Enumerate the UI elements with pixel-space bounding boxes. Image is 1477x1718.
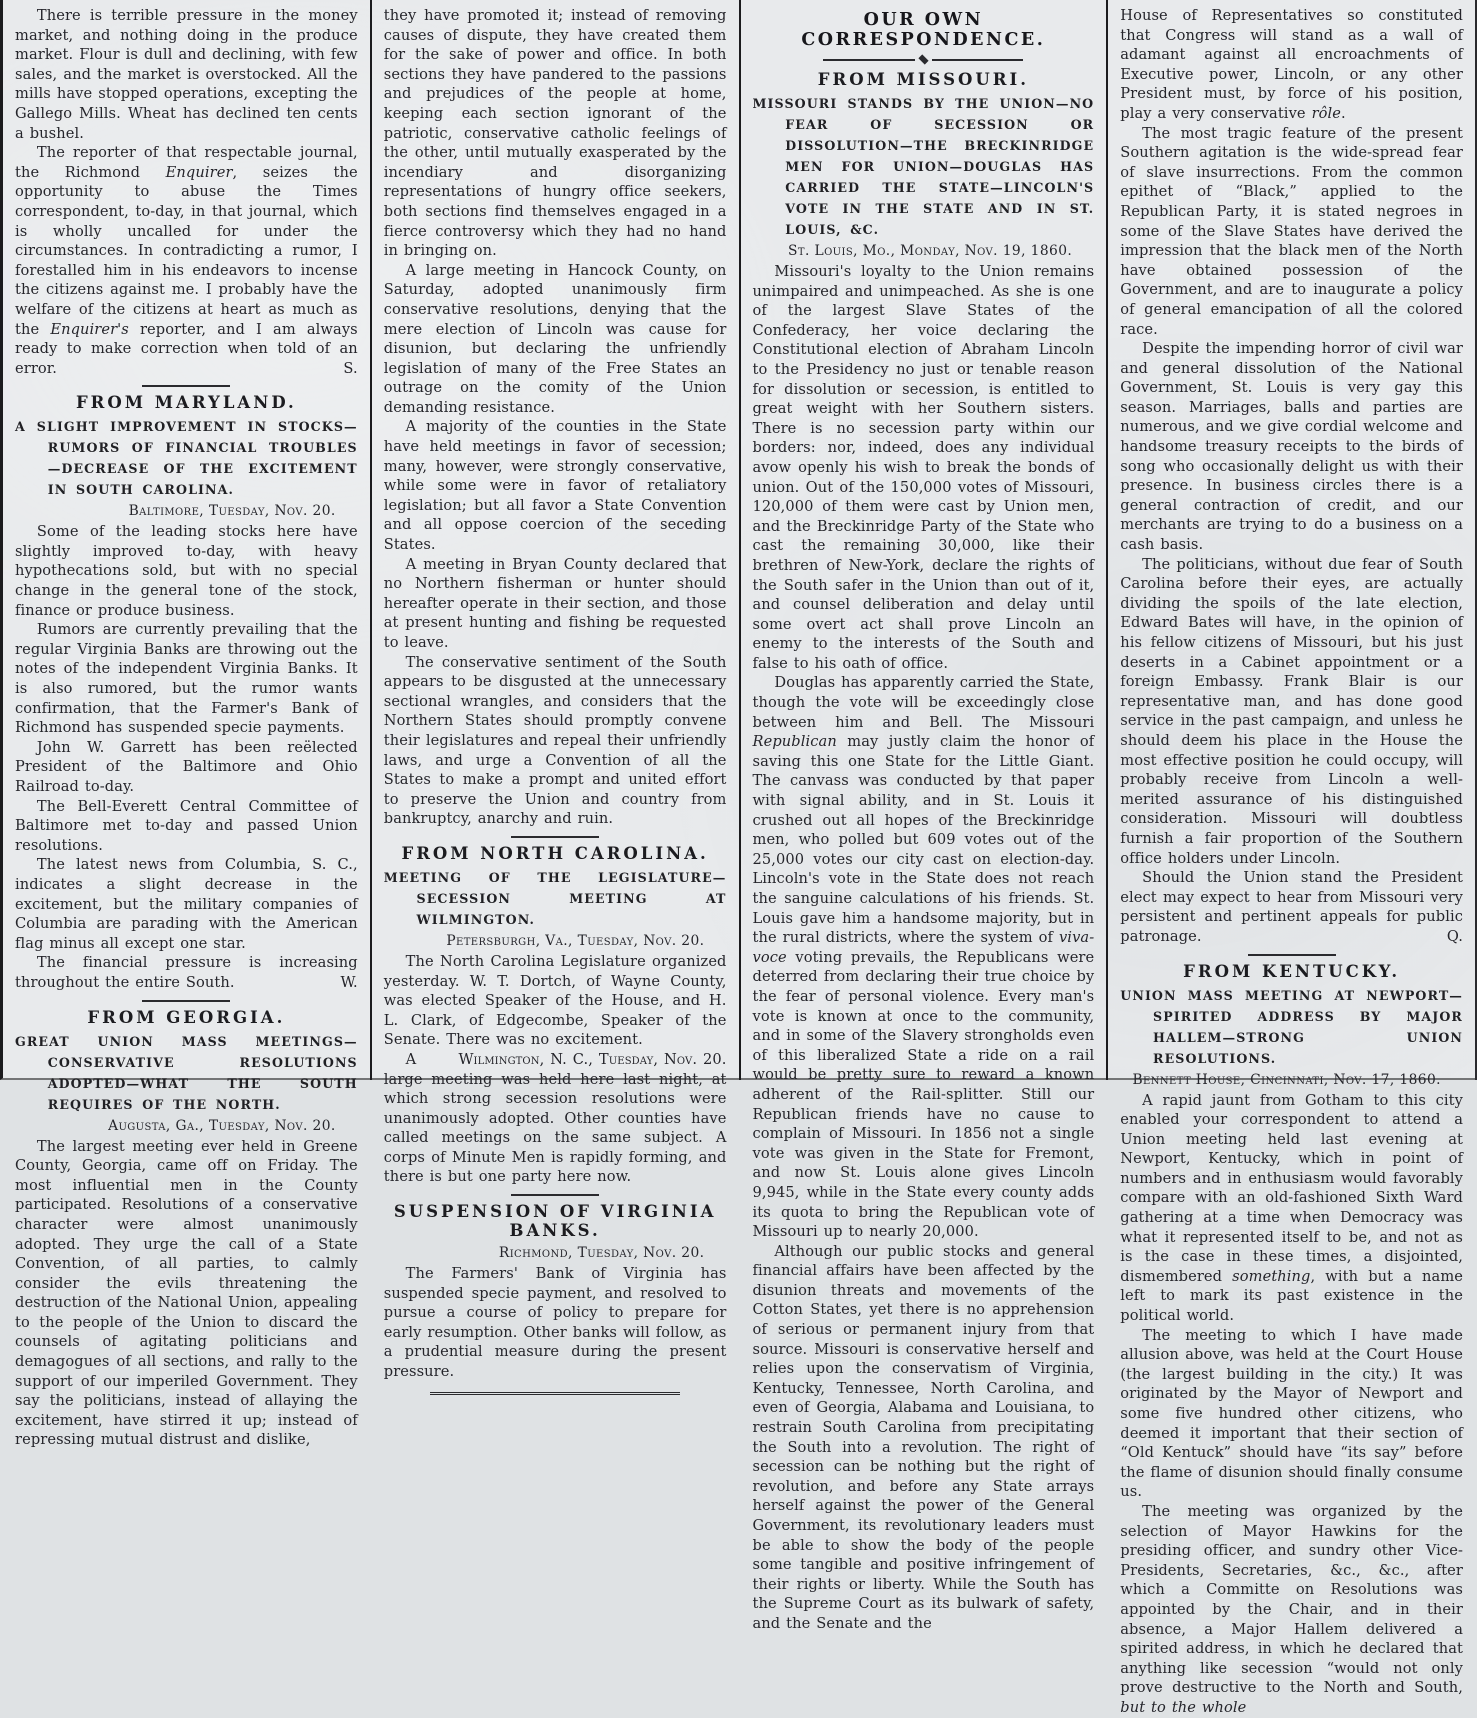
body-paragraph: Some of the leading stocks here have slightly improved to-day, with heavy hypothecations sold, but with no special change in the general tone of the stock, finance or produce business.: [15, 523, 358, 619]
article-heading: FROM GEORGIA.: [87, 1007, 286, 1027]
article-heading: SUSPENSION OF VIRGINIA BANKS.: [393, 1202, 717, 1241]
signature: W.: [340, 973, 358, 991]
correspondence-masthead: OUR OWN CORRESPONDENCE.: [801, 10, 1046, 50]
body-paragraph: they have promoted it; instead of removing causes of dispute, they have created them for the sake of power and office. In both sections they have pandered to the passions and prejudices of the people at home, keeping each section ignorant of the patriotic, conservative catholic feelings of the other, until mutually exasperated by the incendiary and disorganizing representations of hungry office seekers, both sections find themselves engaged in a fierce controversy which they had no hand in bringing on.: [383, 7, 727, 260]
body-paragraph: The meeting to which I have made allusion above, was held at the Court House (the largest building in the city.) It was originated by the Mayor of Newport and some five hundred other citizens, who deemed it important that their section of “Old Kentuck” should have “its say” before the flame of disunion should finally consume us.: [1120, 1326, 1463, 1501]
body-paragraph: The latest news from Columbia, S. C., indicates a slight decrease in the excitement, but the military companies of Columbia are parading with the American flag minus all except one star.: [15, 856, 358, 952]
diamond-icon: [918, 54, 928, 64]
newspaper-column: [740, 0, 1109, 1632]
body-paragraph: A meeting in Bryan County declared that no Northern fisherman or hunter should hereafter operate in their section, and those at present hunting and fishing be requested to leave.: [383, 555, 727, 651]
body-paragraph: A rapid jaunt from Gotham to this city enabled your correspondent to attend a Union meeting held last evening at Newport, Kentucky, which in point of numbers and in enthusiasm would favorably compare with an old-fashioned Sixth Ward gathering at a time when Democracy was what it represented itself to be, and not as is the case in these times, a disjointed, dismembered something, with but a name left to mark its past existence in the political world.: [1120, 1091, 1463, 1325]
article-heading: FROM KENTUCKY.: [1183, 961, 1401, 981]
body-paragraph: House of Representatives so constituted that Congress will stand as a wall of adamant against all encroachments of Executive power, Lincoln, or any other President must, by force of his position, play a very conservative rôle.: [1120, 7, 1463, 122]
body-paragraph: Should the Union stand the President elect may expect to hear from Missouri very persistent and pertinent appeals for public patronage. Q.: [1120, 869, 1463, 945]
newspaper-column: [1108, 0, 1477, 1716]
body-paragraph: There is terrible pressure in the money market, and nothing doing in the produce market. Flour is dull and declining, with few sales, and the market is overstocked. All the mills have stopped operations, excepting the Gallego Mills. Wheat has declined ten cents a bushel.: [15, 7, 358, 142]
divider-bar-right: [932, 59, 1024, 61]
body-paragraph: A large meeting in Hancock County, on Saturday, adopted unanimously firm conservative resolutions, denying that the mere election of Lincoln was cause for disunion, but declaring the unfriendly legislation of many of the Free States an outrage on the comity of the Union demanding resistance.: [383, 261, 727, 416]
dateline: St. Louis, Mo., Monday, Nov. 19, 1860.: [788, 243, 1073, 259]
body-paragraph: The North Carolina Legislature organized yesterday. W. T. Dortch, of Wayne County, was elected Speaker of the House, and H. L. Clark, of Edgecombe, Speaker of the Senate. There was no excitement. Wilmington, N. C., Tuesday, Nov. 20.: [383, 952, 727, 1068]
body-paragraph: Missouri's loyalty to the Union remains unimpaired and unimpeached. As she is one of the largest Slave States of the Confederacy, her voice declaring the Constitutional election of Abraham Lincoln to the Presidency no just or tenable reason for dissolution or secession, is entitled to great weight with her Southern sisters. There is no secession party within our borders: nor, indeed, does any individual avow openly his wish to break the bonds of union. Out of the 150,000 votes of Missouri, 120,000 of them were cast by Union men, and the Breckinridge Party of the State who cast the remaining 30,000, like their brethren of New-York, declare the rights of the South safer in the Union than out of it, and counsel deliberation and delay until some overt act shall prove Lincoln an enemy to the interests of the South and false to his oath of office.: [752, 263, 1095, 672]
section-divider: [511, 1194, 599, 1196]
body-paragraph: Although our public stocks and general financial affairs have been affected by the disunion threats and movements of the Cotton States, yet there is no apprehension of serious or permanent injury from that source. Missouri is conservative herself and relies upon the conservatism of Virginia, Kentucky, Tennessee, North Carolina, and even of Georgia, Alabama and Louisiana, to restrain South Carolina from precipitating the South into a revolution. The right of secession can be nothing but the right of revolution, and before any State arrays herself against the power of the General Government, its revolutionary leaders must be able to show the body of the people some tangible and positive infringement of their rights or liberty. While the South has the Supreme Court as its bulwark of safety, and the Senate and the: [752, 1242, 1095, 1632]
body-paragraph: A majority of the counties in the State have held meetings in favor of secession; many, however, were strongly conservative, while some were in favor of retaliatory legislation; but all favor a State Convention and all oppose coercion of the seceding States.: [383, 418, 727, 554]
body-paragraph: The conservative sentiment of the South appears to be disgusted at the unnecessary sectional wrangles, and considers that the Northern States should promptly convene their legislatures and repeal their unfriendly laws, and urge a Convention of all the States to make a prompt and united effort to preserve the Union and country from bankruptcy, anarchy and ruin.: [383, 653, 727, 828]
signature: Wilmington, N. C., Tuesday, Nov. 20.: [458, 1050, 727, 1068]
article-subhead: UNION MASS MEETING AT NEWPORT—SPIRITED ADDRESS BY MAJOR HALLEM—STRONG UNION RESOLUTIONS.: [1120, 987, 1463, 1066]
section-divider: [142, 1000, 230, 1002]
article-heading: FROM MARYLAND.: [75, 393, 297, 413]
divider-bar-left: [823, 59, 915, 61]
newspaper-column: [372, 0, 741, 1381]
section-divider: [430, 1392, 680, 1395]
body-paragraph: The meeting was organized by the selection of Mayor Hawkins for the presiding officer, and sundry other Vice-Presidents, Secretaries, &c., &c., after which a Committe on Resolutions was appointed by the Chair, and in their absence, a Major Hallem delivered a spirited address, in which he declared that anything like secession “would not only prove destructive to the North and South, but to the whole: [1120, 1502, 1463, 1716]
dateline: Richmond, Tuesday, Nov. 20.: [498, 1245, 705, 1262]
article-subhead: MISSOURI STANDS BY THE UNION—NO FEAR OF SECESSION OR DISSOLUTION—THE BRECKINRIDGE MEN FOR UNION—DOUGLAS HAS CARRIED THE STATE—LINCOLN'S VOTE IN THE STATE AND IN ST. LOUIS, &C.: [752, 96, 1095, 237]
article-subhead: A SLIGHT IMPROVEMENT IN STOCKS—RUMORS OF FINANCIAL TROUBLES—DECREASE OF THE EXCITEMENT IN SOUTH CAROLINA.: [15, 419, 358, 498]
signature: S.: [343, 359, 358, 377]
section-divider: [142, 385, 230, 387]
body-paragraph: The largest meeting ever held in Greene County, Georgia, came off on Friday. The most influential men in the County participated. Resolutions of a conservative character were almost unanimously adopted. They urge the call of a State Convention, of all parties, to calmly consider the evils threatening the destruction of the National Union, appealing to the people of the Union to discard the counsels of agitating politicians and demagogues of all sections, and rally to the support of our imperiled Government. They say the politicians, instead of allaying the excitement, have stirred it up; instead of repressing mutual distrust and dislike,: [15, 1137, 358, 1449]
body-paragraph: The most tragic feature of the present Southern agitation is the wide-spread fear of slave insurrections. From the common epithet of “Black,” applied to the Republican Party, it is stated negroes in some of the Slave States have derived the impression that the black men of the North have obtained possession of the Government, and are to inaugurate a policy of general emancipation of all the colored race.: [1120, 124, 1463, 338]
body-paragraph: John W. Garrett has been reëlected President of the Baltimore and Ohio Railroad to-day.: [15, 738, 358, 795]
decorative-divider: [823, 55, 1023, 64]
body-paragraph: The reporter of that respectable journal, the Richmond Enquirer, seizes the opportunity to abuse the Times correspondent, to-day, in that journal, which is wholly uncalled for under the circumstances. In contradicting a rumor, I forestalled him in his endeavors to incense the citizens against me. I probably have the welfare of the citizens at heart as much as the Enquirer's reporter, and I am always ready to make correction when told of an error. S.: [15, 144, 358, 377]
body-paragraph: The financial pressure is increasing throughout the entire South. W.: [15, 954, 358, 991]
body-paragraph: Rumors are currently prevailing that the regular Virginia Banks are throwing out the notes of the independent Virginia Banks. It is also rumored, but the rumor wants confirmation, that the Farmer's Bank of Richmond has suspended specie payments.: [15, 621, 358, 737]
body-paragraph: The politicians, without due fear of South Carolina before their eyes, are actually dividing the spoils of the late election, Edward Bates will have, in the opinion of his fellow citizens of Missouri, but his just deserts in a Cabinet appointment or a foreign Embassy. Frank Blair is our representative man, and has done good service in the past campaign, and unless he should deem his place in the House the most effective position he could occupy, will probably receive from Lincoln a well-merited assurance of his distinguished consideration. Missouri will doubtless furnish a fair proportion of the Southern office holders under Lincoln.: [1120, 555, 1463, 867]
section-divider: [511, 836, 599, 838]
newspaper-column: [3, 0, 372, 1449]
dateline: Bennett House, Cincinnati, Nov. 17, 1860.: [1132, 1071, 1441, 1088]
article-subhead: GREAT UNION MASS MEETINGS—CONSERVATIVE RESOLUTIONS ADOPTED—WHAT THE SOUTH REQUIRES OF THE NORTH.: [15, 1033, 358, 1112]
dateline: Baltimore, Tuesday, Nov. 20.: [128, 503, 336, 520]
article-heading: FROM MISSOURI.: [817, 70, 1029, 89]
dateline: Augusta, Ga., Tuesday, Nov. 20.: [108, 1117, 336, 1134]
body-paragraph: The Farmers' Bank of Virginia has suspended specie payment, and resolved to pursue a course of policy to prepare for early resumption. Other banks will follow, as a prudential measure during the present pressure.: [383, 1265, 727, 1381]
body-paragraph: Despite the impending horror of civil war and general dissolution of the National Government, St. Louis is very gay this season. Marriages, balls and parties are numerous, and we give cordial welcome and handsome treasury receipts to the birds of song who occasionally delight us with their presence. In business circles there is a general contraction of credit, and our merchants are trying to do a business on a cash basis.: [1120, 340, 1463, 554]
section-divider: [1248, 954, 1336, 956]
body-paragraph: The Bell-Everett Central Committee of Baltimore met to-day and passed Union resolutions.: [15, 797, 358, 854]
signature: Q.: [1446, 927, 1463, 945]
body-paragraph: A large meeting was held here last night, at which strong secession resolutions were unanimously adopted. Other counties have called meetings on the same subject. A corps of Minute Men is rapidly forming, and there is but one party here now.: [383, 1050, 727, 1186]
article-subhead: MEETING OF THE LEGISLATURE—SECESSION MEETING AT WILMINGTON.: [383, 869, 727, 927]
body-paragraph: Douglas has apparently carried the State, though the vote will be exceedingly close between him and Bell. The Missouri Republican may justly claim the honor of saving this one State for the Little Giant. The canvass was conducted by that paper with signal ability, and in St. Louis it crushed out all hopes of the Breckinridge men, who polled but 609 votes out of the 25,000 votes our city cast on election-day. Lincoln's vote in the State does not reach the sanguine calculations of his friends. St. Louis gave him a handsome majority, but in the rural districts, where the system of viva-voce voting prevails, the Republicans were deterred from declaring their true choice by the fear of personal violence. Every man's vote is known at once to the community, and in some of the Slavery strongholds even of this liberalized State a ride on a rail would be pretty sure to reward a known adherent of the Rail-splitter. Still our Republican friends have no cause to complain of Missouri. In 1856 not a single vote was given in the State for Fremont, and now St. Louis alone gives Lincoln 9,945, while in the State every county adds its quota to bring the Republican vote of Missouri up to nearly 20,000.: [752, 674, 1095, 1241]
dateline: Petersburgh, Va., Tuesday, Nov. 20.: [446, 932, 705, 949]
article-heading: FROM NORTH CAROLINA.: [401, 843, 709, 863]
